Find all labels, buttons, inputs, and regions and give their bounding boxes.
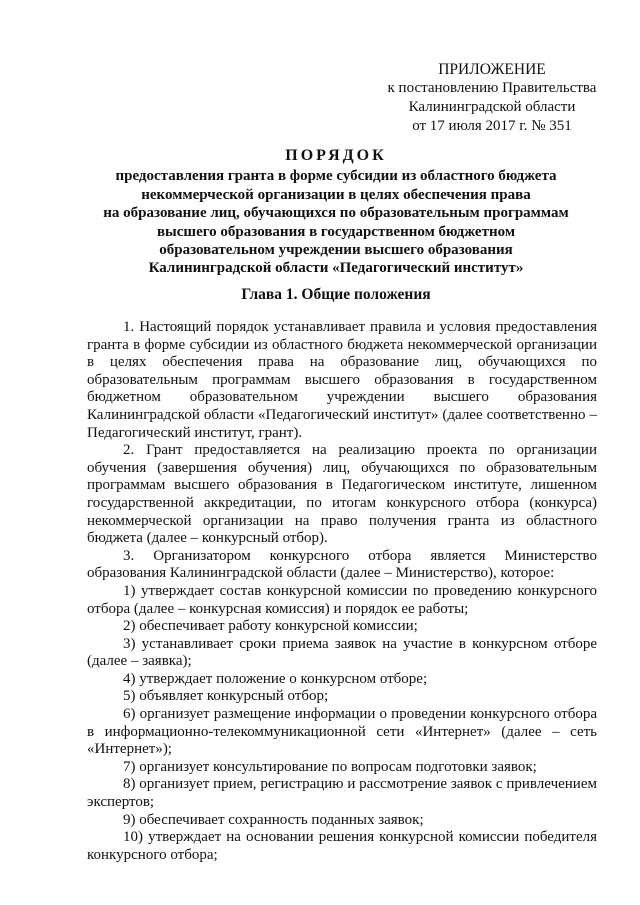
- chapter-heading: Глава 1. Общие положения: [241, 286, 431, 303]
- document-body: [87, 319, 597, 864]
- list-item: 10) утверждает на основании решения конкурсной комиссии победителя конкурсного отбора;: [87, 829, 597, 863]
- document-title: ПОРЯДОК: [285, 147, 387, 164]
- appendix-date: от 17 июля 2017 г. № 351: [412, 118, 572, 134]
- list-item: 5) объявляет конкурсный отбор;: [123, 688, 329, 705]
- paragraph: 2. Грант предоставляется на реализацию проекта по организации обучения (завершения обучения) лиц, обучающихся по образовательным программам высшего образования в Педагогическом институте, лишенном государственной аккредитации, по итогам конкурсного отбора (конкурса) некоммерческой организации на право получения гранта из областного бюджета (далее – конкурсный отбор).: [87, 442, 597, 547]
- appendix-line: Калининградской области: [408, 99, 576, 115]
- list-item: 9) обеспечивает сохранность поданных заявок;: [123, 811, 424, 828]
- subtitle-line: высшего образования в государственном бюджетном: [156, 223, 516, 240]
- subtitle-line: некоммерческой организации в целях обеспечения права: [141, 186, 531, 203]
- subtitle-line: образовательном учреждении высшего образования: [159, 242, 513, 259]
- paragraph: 3. Организатором конкурсного отбора является Министерство образования Калининградской области (далее – Министерство), которое:: [87, 547, 597, 582]
- list-item: 6) организует размещение информации о проведении конкурсного отбора в информационно-телекоммуникационной сети «Интернет» (далее – сеть «Интернет»);: [87, 706, 597, 758]
- subtitle-line: на образование лиц, обучающихся по образовательным программам: [103, 205, 569, 222]
- list-item: 8) организует прием, регистрацию и рассмотрение заявок с привлечением экспертов;: [87, 776, 597, 811]
- list-item: 3) устанавливает сроки приема заявок на участие в конкурсном отборе (далее – заявка);: [87, 635, 597, 670]
- list-item: 7) организует консультирование по вопросам подготовки заявок;: [123, 758, 537, 775]
- paragraph: 1. Настоящий порядок устанавливает правила и условия предоставления гранта в форме субсидии из областного бюджета некоммерческой организации в целях обеспечения права на образование лиц, обучающихся по образовательным программам высшего образования в государственном бюджетном образовательном учреждении высшего образования Калининградской области «Педагогический институт» (далее соответственно – Педагогический институт, грант).: [87, 319, 597, 441]
- list-item: 1) утверждает состав конкурсной комиссии по проведению конкурсного отбора (далее – конкурсная комиссия) и порядок ее работы;: [87, 582, 597, 617]
- appendix-line: к постановлению Правительства: [387, 80, 597, 96]
- list-item: 4) утверждает положение о конкурсном отборе;: [123, 670, 428, 687]
- subtitle-line: предоставления гранта в форме субсидии из областного бюджета: [115, 168, 557, 185]
- appendix-title: ПРИЛОЖЕНИЕ: [438, 61, 546, 78]
- subtitle-line: Калининградской области «Педагогический институт»: [148, 260, 524, 277]
- document-title-block: [86, 147, 586, 278]
- appendix-block: [372, 60, 612, 136]
- list-item: 2) обеспечивает работу конкурсной комиссии;: [123, 618, 418, 635]
